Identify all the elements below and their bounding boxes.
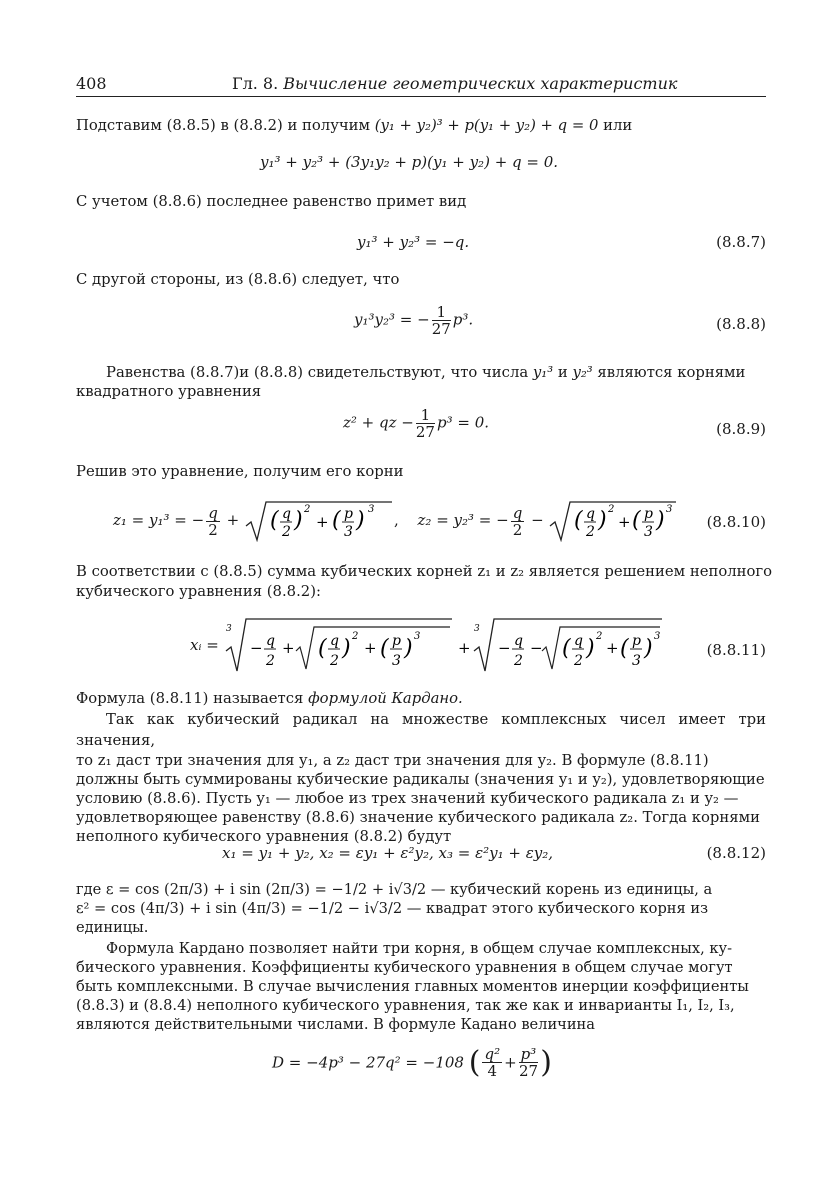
svg-text:3: 3 [343,524,353,540]
svg-text:p: p [343,506,353,522]
svg-text:): ) [341,636,351,661]
svg-text:(: ( [619,636,629,661]
eq888-left: y₁³y₂³ = − [354,310,430,329]
svg-text:(: ( [269,508,279,533]
svg-text:q: q [573,633,583,649]
svg-text:3: 3 [644,524,654,540]
equation-8-8-7: y₁³ + y₂³ = −q. [357,233,470,251]
cardano-formula-term: формулой Кардано. [308,690,463,707]
eq888-right: p³. [452,310,474,329]
svg-text:): ) [293,508,303,533]
svg-text:3: 3 [666,504,673,515]
svg-text:3: 3 [391,653,401,669]
equation-number-8-8-7: (8.8.7) [716,233,766,251]
svg-text:+: + [281,639,295,657]
svg-text:2: 2 [351,631,358,642]
svg-text:3: 3 [225,624,232,634]
paragraph-3: С другой стороны, из (8.8.6) следует, что [76,271,400,288]
svg-text:): ) [585,636,595,661]
svg-text:2: 2 [303,504,311,515]
svg-text:+: + [315,513,329,531]
svg-text:3: 3 [367,504,375,515]
svg-text:2: 2 [329,653,339,669]
svg-text:2: 2 [265,653,275,669]
svg-text:(: ( [331,508,341,533]
svg-text:−: − [249,639,263,657]
svg-text:2: 2 [595,631,602,642]
svg-text:2: 2 [513,653,523,669]
paragraph-5: Решив это уравнение, получим его корни [76,463,404,480]
equation-discriminant: D = −4p³ − 27q² = −108 ( $\frac{\text{q²}}{4}$ + $\frac{\text{p³}}{27}$ ) [272,1045,553,1080]
svg-text:): ) [403,636,413,661]
equation-8-8-10: z₁ = y₁³ = − $\frac{q}{2}$ + ( q 2 ) 2 + ( p 3 ) 3 , z₂ = y₂³ = − $\frac{q}{2}$ − ( q 2 ) 2 + ( p 3 ) 3 [113,500,678,542]
svg-text:2: 2 [608,504,615,515]
svg-text:(: ( [379,636,389,661]
paragraph-1 [76,115,632,136]
svg-text:3: 3 [413,631,420,642]
paragraph-2: С учетом (8.8.6) последнее равенство примет вид [76,193,467,210]
running-title [232,74,677,93]
svg-text:3: 3 [653,631,660,642]
svg-text:(: ( [561,636,571,661]
svg-text:): ) [656,508,666,533]
svg-text:q: q [265,633,275,649]
equation-8-8-11: xᵢ = 3 − q 2 + ( q 2 ) 2 + ( p 3 ) 3 + 3 − q 2 − ( q 2 ) 2 + ( p 3 ) 3 [190,617,664,673]
svg-text:(: ( [317,636,327,661]
paragraph-8: Так как кубический радикал на множестве комплексных чисел имеет три значения, то z₁ даст три значения для y₁, а z₂ даст три значения для y₂. В формуле (8.8.11) должны быть суммированы кубические радикалы (значения y₁ и y₂), удовлетворяющие условию (8.8.6). Пусть y₁ — любое из трех значений кубического радикала z₁ и y₂ — удовлетворяющее равенству (8.8.6) значение кубического радикала z₂. Тогда корнями неполного кубического уравнения (8.8.2) будут [76,711,766,845]
display-equation-1: y₁³ + y₂³ + (3y₁y₂ + p)(y₁ + y₂) + q = 0. [260,153,559,171]
equation-8-8-9: z² + qz − $\frac{1}{27}$ p³ = 0. [343,406,489,441]
paragraph-4-line-2: квадратного уравнения [76,383,262,400]
svg-text:2: 2 [281,524,291,540]
paragraph-10: Формула Кардано позволяет найти три корня, в общем случае комплексных, ку- бического уравнения. Коэффициенты кубического уравнения в общем случае могут быть комплексными. В случае вычисления главных моментов инерции коэффициенты (8.8.3) и (8.8.4) неполного кубического уравнения, так же как и инварианты I₁, I₂, I₃, являются действительными числами. В формуле Кадано величина [76,940,749,1033]
equation-8-8-12: x₁ = y₁ + y₂, x₂ = εy₁ + ε²y₂, x₃ = ε²y₁ + εy₂, [222,844,554,862]
svg-text:p: p [644,506,654,522]
equation-number-8-8-10: (8.8.10) [706,513,766,531]
svg-text:+: + [457,639,471,657]
paragraph-7: Формула (8.8.11) называется формулой Кардано. [76,690,463,707]
svg-text:3: 3 [631,653,641,669]
svg-text:+: + [363,639,377,657]
paragraph-4-line-1: Равенства (8.8.7)и (8.8.8) свидетельствуют, что числа y₁³ и y₂³ являются корнями [106,364,746,381]
svg-text:+: + [605,639,619,657]
svg-text:+: + [618,513,632,531]
svg-text:(: ( [574,508,584,533]
svg-text:−: − [497,639,511,657]
equation-number-8-8-8: (8.8.8) [716,315,766,333]
paragraph-9: где ε = cos (2π/3) + i sin (2π/3) = −1/2 + i√3/2 — кубический корень из единицы, а ε² = cos (4π/3) + i sin (4π/3) = −1/2 − i√3/2 — квадрат этого кубического корня из единицы. [76,881,713,936]
svg-text:−: − [529,639,543,657]
inline-equation: (y₁ + y₂)³ + p(y₁ + y₂) + q = 0 [374,117,599,134]
svg-text:): ) [355,508,365,533]
svg-text:3: 3 [473,624,480,634]
fraction: $\frac{1}{27}$ [431,303,451,338]
svg-text:2: 2 [586,524,596,540]
paragraph-1-end: или [603,117,633,134]
svg-text:(: ( [632,508,642,533]
paragraph-1-text: Подставим (8.8.5) в (8.8.2) и получим [76,117,371,134]
y1-cubed: y₁³ [532,364,554,381]
equation-number-8-8-11: (8.8.11) [706,641,766,659]
equation-number-8-8-9: (8.8.9) [716,420,766,438]
svg-text:q: q [329,633,339,649]
svg-text:p: p [391,633,401,649]
svg-text:): ) [643,636,653,661]
paragraph-6-line-2: кубического уравнения (8.8.2): [76,583,321,600]
svg-text:q: q [586,506,596,522]
svg-text:): ) [598,508,608,533]
svg-text:q: q [513,633,523,649]
svg-text:2: 2 [573,653,583,669]
equation-number-8-8-12: (8.8.12) [706,844,766,862]
fraction: $\frac{1}{27}$ [415,406,435,441]
svg-text:q: q [281,506,291,522]
chapter-label: Гл. 8. [232,74,279,93]
chapter-title: Вычисление геометрических характеристик [283,74,678,93]
running-header [76,74,766,97]
paragraph-6-line-1: В соответствии с (8.8.5) сумма кубических корней z₁ и z₂ является решением неполного [76,563,773,580]
svg-text:p: p [631,633,641,649]
page-number: 408 [76,74,107,93]
y2-cubed: y₂³ [572,364,593,381]
